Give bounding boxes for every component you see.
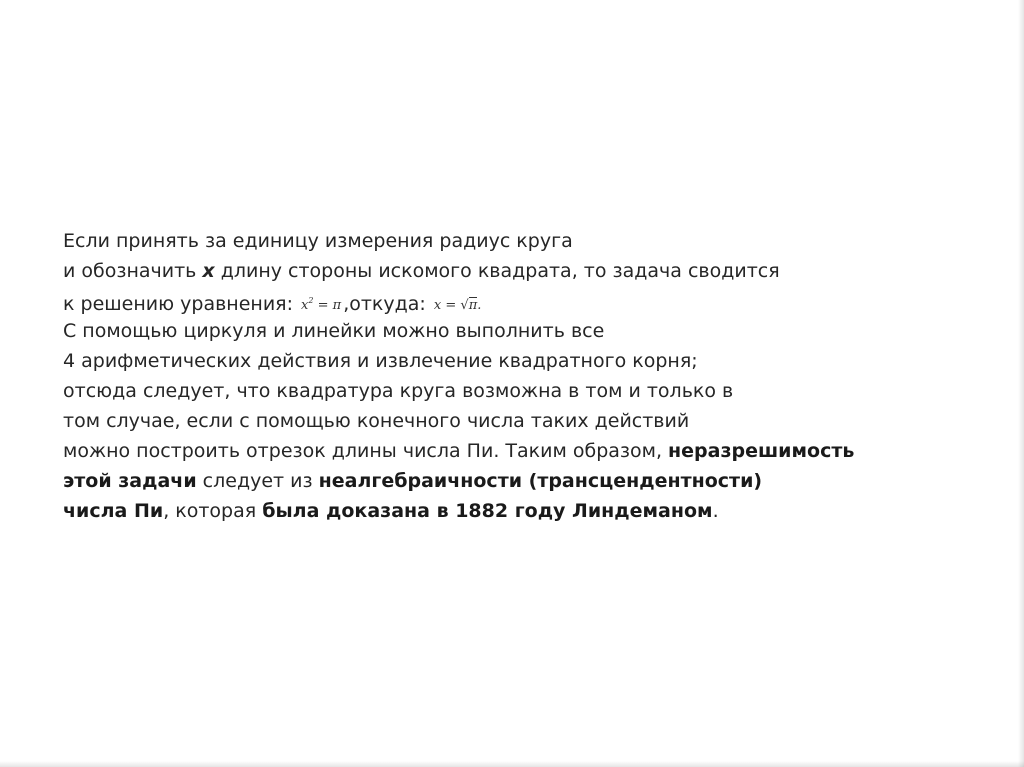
text-run: 4 арифметических действия и извлечение квадратного корня; [63,350,698,372]
text-run: к решению уравнения: [63,293,300,315]
text-line-2 [63,256,1003,286]
formula-period: . [477,298,482,313]
text-run: С помощью циркуля и линейки можно выполнить все [63,320,605,342]
formula-lhs: x [301,298,309,313]
text-line-9 [63,466,1003,496]
text-run: отсюда следует, что квадратура круга возможна в том и только в [63,380,734,402]
text-line-10 [63,496,1003,526]
text-run: , которая [163,500,263,522]
sqrt-icon: √ [460,298,469,313]
text-line-8 [63,436,1003,466]
text-line-1 [63,226,1003,256]
slide-shadow-bottom [0,761,1024,767]
bold-text: неалгебраичности (трансцендентности) [318,470,763,492]
text-line-4 [63,316,1003,346]
formula-equals: = [445,298,457,313]
text-line-3 [63,286,1003,316]
text-line-5 [63,346,1003,376]
formula-exponent: 2 [308,296,314,305]
bold-text: была доказана в 1882 году Линдеманом [262,500,713,522]
slide-shadow-right [1018,0,1024,767]
slide-text [63,226,1003,526]
bold-text: числа Пи [63,500,164,522]
text-line-7 [63,406,1003,436]
text-run: следует из [196,470,319,492]
text-run: длину стороны искомого квадрата, то задача сводится [214,260,780,282]
text-run: том случае, если с помощью конечного числа таких действий [63,410,690,432]
text-run: можно построить отрезок длины числа Пи. Таким образом, [63,440,669,462]
variable-x: x [202,260,215,282]
formula-lhs: x [433,298,442,313]
text-run: и обозначить [63,260,203,282]
text-run: ,откуда: [343,293,432,315]
text-run: Если принять за единицу измерения радиус круга [63,230,573,252]
text-run: . [712,500,719,522]
text-line-6 [63,376,1003,406]
formula-rhs: = π [317,298,342,313]
bold-text: этой задачи [63,470,197,492]
bold-text: неразрешимость [668,440,855,462]
formula-radicand: π [468,298,478,313]
